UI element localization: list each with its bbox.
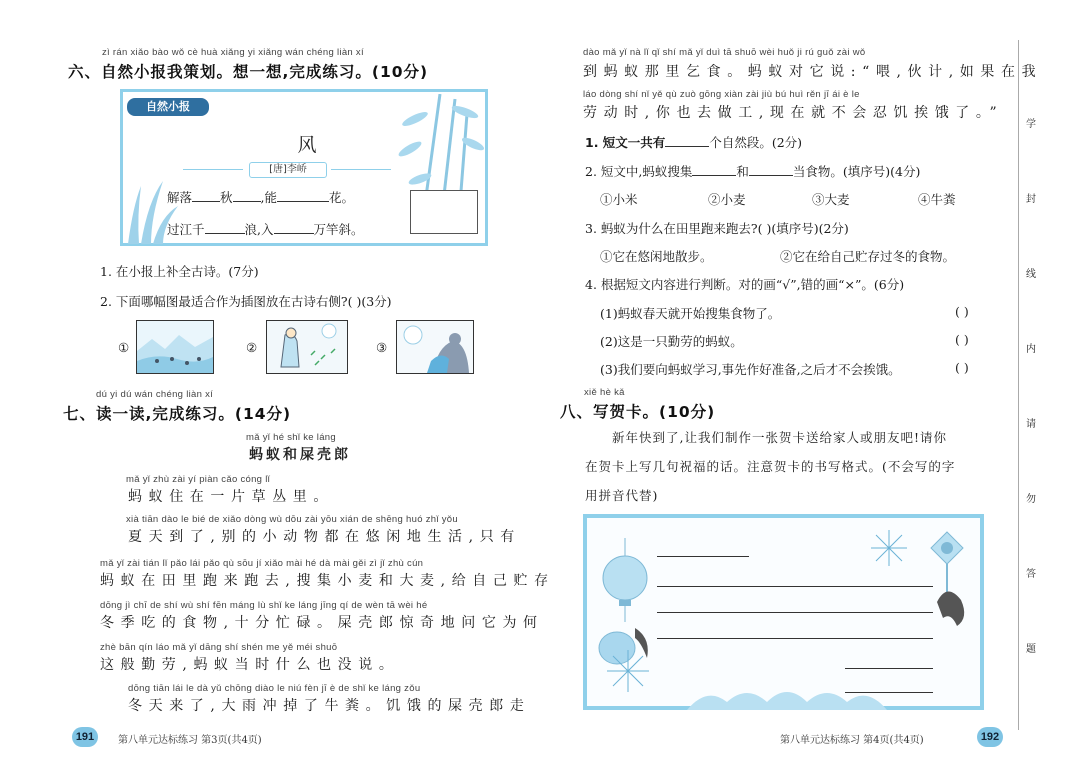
card-line-2 <box>657 586 933 587</box>
story-pinyin-5: zhè bān qín láo mǎ yǐ dāng shí shén me yě méi shuō <box>100 642 338 653</box>
fireworks-bottom-icon <box>605 648 651 694</box>
sidebar-char-6: 勿 <box>1026 494 1036 505</box>
story-pinyin-6: dōng tiān lái le dà yǔ chōng diào le niú fèn jī è de shǐ ke láng zǒu <box>128 683 421 694</box>
card-line-6 <box>845 692 933 693</box>
r-q4-paren-1: ( ) <box>955 304 969 319</box>
card-line-4 <box>657 638 933 639</box>
s8-title: 八、写贺卡。(10分) <box>560 403 716 421</box>
s8-body-2: 在贺卡上写几句祝福的话。注意贺卡的书写格式。(不会写的字 <box>585 459 956 474</box>
sidebar-char-8: 题 <box>1026 644 1036 655</box>
opt-label-2: ② <box>246 340 258 355</box>
s8-body-1: 新年快到了,让我们制作一张贺卡送给家人或朋友吧!请你 <box>612 430 947 445</box>
story-title-pinyin: mǎ yǐ hé shǐ ke láng <box>246 432 336 443</box>
r-q2-opt-3: ③大麦 <box>812 192 850 207</box>
right-story-pinyin-1: dào mǎ yǐ nà lǐ qǐ shí mǎ yǐ duì tā shuō wèi huǒ ji rú guǒ zài wǒ <box>583 47 866 58</box>
story-line-1: 蚂蚁住在一片草丛里。 <box>128 489 334 505</box>
story-pinyin-3: mǎ yǐ zài tián lǐ pǎo lái pǎo qù sōu jí xiǎo mài hé dà mài gěi zì jǐ zhù cún <box>100 558 424 569</box>
s6-q2: 2. 下面哪幅图最适合作为插图放在古诗右侧?( )(3分) <box>100 294 392 309</box>
s7-title: 七、读一读,完成练习。(14分) <box>63 405 292 423</box>
story-title: 蚂蚁和屎壳郎 <box>249 447 351 463</box>
fireworks-top-icon <box>869 528 909 568</box>
r-q4-item-1: (1)蚂蚁春天就开始搜集食物了。 <box>600 306 781 321</box>
wave-decoration <box>687 682 887 710</box>
sidebar-char-5: 请 <box>1026 419 1036 430</box>
poem-author: [唐]李峤 <box>249 162 327 178</box>
r-q3-opt-2: ②它在给自己贮存过冬的食物。 <box>780 249 956 264</box>
r-q3: 3. 蚂蚁为什么在田里跑来跑去?( )(填序号)(2分) <box>585 221 849 236</box>
s8-body-3: 用拼音代替) <box>585 488 659 503</box>
opt-label-1: ① <box>118 340 130 355</box>
story-line-3: 蚂蚁在田里跑来跑去,搜集小麦和大麦,给自己贮存 <box>100 573 555 589</box>
story-line-5: 这般勤劳,蚂蚁当时什么也没说。 <box>100 657 400 673</box>
sidebar-char-2: 封 <box>1026 194 1036 205</box>
r-q2: 2. 短文中,蚂蚁搜集 和 当食物。(填序号)(4分) <box>585 164 921 179</box>
right-story-line-2: 劳动时,你也去做工,现在就不会忍饥挨饿了。” <box>583 105 1004 121</box>
r-q1: 1. 短文一共有 个自然段。(2分) <box>585 135 803 150</box>
page-number-left: 191 <box>72 727 98 747</box>
option-image-1 <box>136 320 214 374</box>
r-q4-item-3: (3)我们要向蚂蚁学习,事先作好准备,之后才不会挨饿。 <box>600 362 901 377</box>
option-image-3 <box>396 320 474 374</box>
s6-title: 六、自然小报我策划。想一想,完成练习。(10分) <box>68 63 429 81</box>
sidebar-char-3: 线 <box>1026 269 1036 280</box>
s8-pinyin: xiě hè kǎ <box>584 387 625 398</box>
r-q4: 4. 根据短文内容进行判断。对的画“√”,错的画“×”。(6分) <box>585 277 905 292</box>
r-q2-opt-2: ②小麦 <box>708 192 746 207</box>
r-q4-item-2: (2)这是一只勤劳的蚂蚁。 <box>600 334 743 349</box>
card-line-1 <box>657 556 749 557</box>
chinese-knot-decoration <box>917 522 977 642</box>
s6-q1: 1. 在小报上补全古诗。(7分) <box>100 264 259 279</box>
greeting-card-frame <box>583 514 984 710</box>
story-pinyin-2: xià tiān dào le bié de xiǎo dòng wù dōu zài yōu xián de shēng huó zhǐ yǒu <box>126 514 458 525</box>
right-story-pinyin-2: láo dòng shí nǐ yě qù zuò gōng xiàn zài jiù bú huì rěn jī ái è le <box>583 89 860 100</box>
page-number-right: 192 <box>977 727 1003 747</box>
opt-label-3: ③ <box>376 340 388 355</box>
r-q2-opt-1: ①小米 <box>600 192 638 207</box>
poem-author-line <box>183 162 393 176</box>
badge-text: 自然小报 <box>146 100 190 113</box>
card-line-5 <box>845 668 933 669</box>
s7-pinyin: dú yi dú wán chéng liàn xí <box>96 389 214 400</box>
story-line-2: 夏天到了,别的小动物都在悠闲地生活,只有 <box>128 529 521 545</box>
sidebar-char-7: 答 <box>1026 569 1036 580</box>
sidebar-char-4: 内 <box>1026 344 1036 355</box>
r-q3-opt-1: ①它在悠闲地散步。 <box>600 249 713 264</box>
option-image-2 <box>266 320 348 374</box>
r-q2-opt-4: ④牛粪 <box>918 192 956 207</box>
story-pinyin-4: dōng jì chī de shí wù shí fēn máng lù shǐ ke láng jīng qí de wèn tā wèi hé <box>100 600 428 611</box>
poem-line-2: 过江千 浪,入 万竿斜。 <box>167 222 364 237</box>
footer-right: 第八单元达标练习 第4页(共4页) <box>780 735 924 746</box>
binding-line <box>1018 40 1019 730</box>
newspaper-badge <box>127 98 209 116</box>
nature-newspaper-box <box>120 89 488 246</box>
poem-line-1: 解落 秋 ,能 花。 <box>167 190 355 205</box>
footer-left: 第八单元达标练习 第3页(共4页) <box>118 735 262 746</box>
r-q4-paren-3: ( ) <box>955 360 969 375</box>
s6-pinyin: zì rán xiǎo bào wǒ cè huà xiǎng yi xiǎng wán chéng liàn xí <box>102 47 364 58</box>
card-line-3 <box>657 612 933 613</box>
illustration-placeholder <box>410 190 478 234</box>
story-pinyin-1: mǎ yǐ zhù zài yí piàn cǎo cóng lǐ <box>126 474 271 485</box>
r-q4-paren-2: ( ) <box>955 332 969 347</box>
poem-title: 风 <box>297 134 317 156</box>
sidebar-char-1: 学 <box>1026 119 1036 130</box>
story-line-4: 冬季吃的食物,十分忙碌。屎壳郎惊奇地问它为何 <box>100 615 544 631</box>
right-story-line-1: 到蚂蚁那里乞食。蚂蚁对它说:“喂,伙计,如果在我 <box>583 64 1043 80</box>
story-line-6: 冬天来了,大雨冲掉了牛粪。饥饿的屎壳郎走 <box>128 698 531 714</box>
